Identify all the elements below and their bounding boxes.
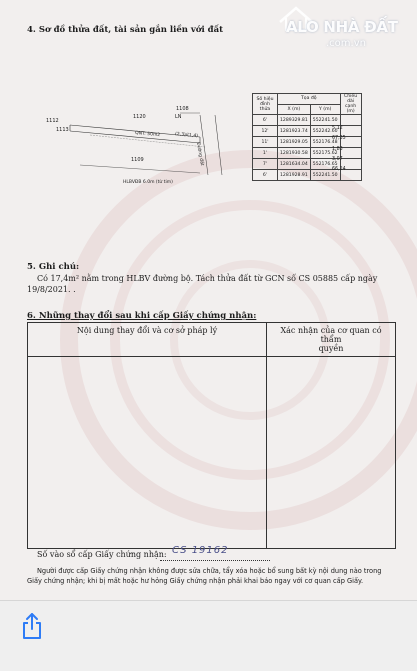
map-plot-label: (2,3)/(1,4): [174, 132, 199, 139]
distance-value: 5,12: [332, 126, 343, 131]
map-area-label: QNT: 50m2: [134, 130, 161, 139]
watermark-logo: [276, 4, 414, 68]
distance-value: 67,35: [332, 136, 346, 141]
changes-content-cell: [28, 357, 267, 549]
share-icon: [20, 612, 44, 640]
watermark-domain: .com.vn: [326, 38, 366, 49]
map-label-ln: LN: [175, 114, 182, 120]
header-x: X (m): [278, 104, 311, 115]
header-y: Y (m): [310, 104, 340, 115]
note-line-2: 19/8/2021. .: [27, 285, 76, 294]
plot-sketch: [50, 95, 250, 190]
distance-value: 3,07: [332, 157, 343, 162]
table-row: 1' 1281930.58 552175.62: [253, 148, 362, 159]
section4-title: 4. Sơ đồ thửa đất, tài sản gắn liền với đất: [27, 25, 224, 35]
table-row: 6' 1281928.91 552241.50: [253, 170, 362, 181]
changes-confirm-cell: [267, 357, 396, 549]
map-label-1120: 1120: [133, 114, 146, 120]
map-hlbv-label: HLBVĐB 6.0m (từ tim): [123, 180, 173, 185]
changes-header-confirm: [267, 323, 396, 357]
footnote-line-2: Giấy chứng nhận; khi bị mất hoặc hư hỏng Giấy chứng nhận phải khai báo ngay với cơ quan cấp Giấy.: [27, 577, 364, 585]
header-point: Số hiệu đỉnh thửa: [253, 94, 278, 115]
table-row: 7' 1281634.04 552176.65: [253, 159, 362, 170]
map-road-label: Đường đất: [195, 142, 205, 167]
table-row: 11' 1281929.05 552176.48: [253, 137, 362, 148]
distance-value: 66,24: [332, 167, 346, 172]
section6-title: 6. Những thay đổi sau khi cấp Giấy chứng nhận:: [27, 311, 257, 321]
registry-number: CS 19162: [172, 545, 229, 556]
table-row: 12' 1281923.74 552242.60: [253, 126, 362, 137]
map-label-1112: 1112: [46, 118, 59, 124]
changes-header-content: Nội dung thay đổi và cơ sở pháp lý: [28, 323, 267, 357]
watermark-title: ALO NHÀ ĐẤT: [286, 18, 398, 36]
share-button[interactable]: [20, 612, 44, 640]
header-dist: Chiều dài cạnh (m): [340, 94, 361, 115]
confirm-header-line2: quyền: [318, 344, 344, 353]
map-label-1109: 1109: [131, 157, 144, 163]
footnote-line-1: Người được cấp Giấy chứng nhận không được sửa chữa, tẩy xóa hoặc bổ sung bất kỳ nội dung nào trong: [37, 567, 382, 575]
header-coord: Tọa độ: [278, 94, 341, 105]
section5-title: 5. Ghi chú:: [27, 262, 80, 272]
distance-value: 1,83: [332, 147, 343, 152]
map-label-1108: 1108: [176, 106, 189, 112]
changes-table: [27, 322, 396, 549]
map-label-1113: 1113: [56, 127, 69, 133]
registry-label: Số vào sổ cấp Giấy chứng nhận:: [37, 550, 167, 559]
note-line-1: Có 17,4m² nằm trong HLBV đường bộ. Tách thửa đất từ GCN số CS 05885 cấp ngày: [37, 274, 378, 283]
viewer-toolbar: [0, 600, 417, 671]
confirm-header-line1: Xác nhận của cơ quan có thẩm: [280, 326, 382, 344]
table-row: 6' 1289329.81 552241.50: [253, 115, 362, 126]
